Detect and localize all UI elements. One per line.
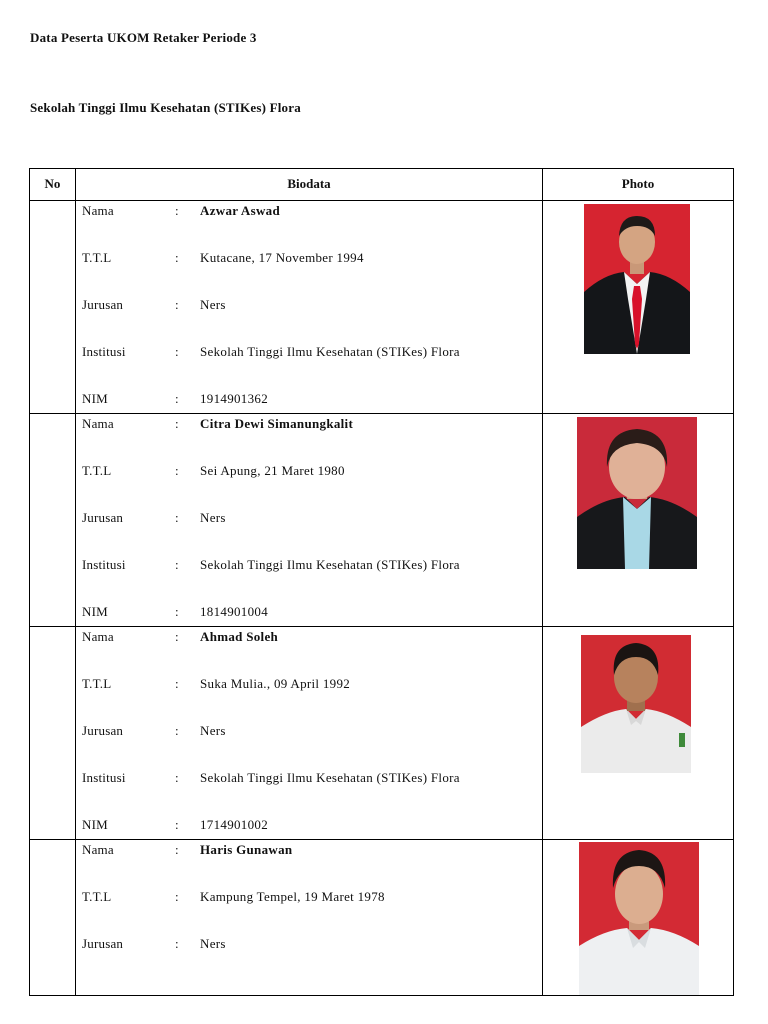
value-ttl: Sei Apung, 21 Maret 1980 (200, 463, 345, 478)
label-jurusan: Jurusan (82, 936, 124, 951)
colon: : (175, 557, 179, 572)
field-jurusan (82, 722, 532, 740)
field-ttl (82, 249, 532, 267)
value-ttl: Kampung Tempel, 19 Maret 1978 (200, 889, 385, 904)
value-nama: Ahmad Soleh (200, 629, 279, 644)
label-ttl: T.T.L (82, 889, 112, 904)
table-row (30, 201, 733, 414)
label-ttl: T.T.L (82, 250, 112, 265)
header-no: No (44, 176, 61, 191)
field-jurusan (82, 509, 532, 527)
colon: : (175, 463, 179, 478)
participant-photo (577, 417, 697, 569)
value-jurusan: Ners (200, 510, 226, 525)
label-nama: Nama (82, 416, 114, 431)
header-photo: Photo (621, 176, 655, 191)
table-header (30, 169, 733, 201)
table-row (30, 840, 733, 996)
colon: : (175, 416, 179, 431)
label-jurusan: Jurusan (82, 510, 124, 525)
value-ttl: Suka Mulia., 09 April 1992 (200, 676, 351, 691)
value-jurusan: Ners (200, 723, 226, 738)
value-nama: Citra Dewi Simanungkalit (200, 416, 354, 431)
label-institusi: Institusi (82, 557, 126, 572)
label-ttl: T.T.L (82, 676, 112, 691)
value-jurusan: Ners (200, 936, 226, 951)
label-nama: Nama (82, 203, 114, 218)
colon: : (175, 817, 179, 832)
label-nim: NIM (82, 817, 108, 832)
document-subtitle: Sekolah Tinggi Ilmu Kesehatan (STIKes) Flora (30, 100, 301, 115)
colon: : (175, 770, 179, 785)
value-jurusan: Ners (200, 297, 226, 312)
value-nama: Haris Gunawan (200, 842, 293, 857)
field-nim (82, 603, 532, 621)
label-institusi: Institusi (82, 770, 126, 785)
colon: : (175, 604, 179, 619)
label-nim: NIM (82, 604, 108, 619)
field-jurusan (82, 935, 532, 953)
field-ttl (82, 888, 532, 906)
label-nim: NIM (82, 391, 108, 406)
value-institusi: Sekolah Tinggi Ilmu Kesehatan (STIKes) Flora (200, 557, 460, 572)
field-jurusan (82, 296, 532, 314)
label-nama: Nama (82, 629, 114, 644)
value-nama: Azwar Aswad (200, 203, 280, 218)
value-institusi: Sekolah Tinggi Ilmu Kesehatan (STIKes) Flora (200, 770, 460, 785)
table-row (30, 627, 733, 840)
participant-table (29, 168, 734, 996)
label-institusi: Institusi (82, 344, 126, 359)
colon: : (175, 297, 179, 312)
colon: : (175, 936, 179, 951)
participant-photo (581, 635, 691, 773)
colon: : (175, 391, 179, 406)
field-nama (82, 415, 532, 433)
colon: : (175, 889, 179, 904)
field-institusi (82, 769, 532, 787)
colon: : (175, 203, 179, 218)
value-nim: 1714901002 (200, 817, 268, 832)
header-biodata: Biodata (287, 176, 331, 191)
value-nim: 1814901004 (200, 604, 268, 619)
field-nama (82, 628, 532, 646)
value-ttl: Kutacane, 17 November 1994 (200, 250, 364, 265)
colon: : (175, 510, 179, 525)
colon: : (175, 842, 179, 857)
label-jurusan: Jurusan (82, 297, 124, 312)
colon: : (175, 344, 179, 359)
participant-photo (584, 204, 690, 354)
value-institusi: Sekolah Tinggi Ilmu Kesehatan (STIKes) Flora (200, 344, 460, 359)
participant-photo (579, 842, 699, 995)
field-nim (82, 390, 532, 408)
colon: : (175, 676, 179, 691)
document-title: Data Peserta UKOM Retaker Periode 3 (30, 30, 257, 45)
label-nama: Nama (82, 842, 114, 857)
table-row (30, 414, 733, 627)
label-jurusan: Jurusan (82, 723, 124, 738)
field-institusi (82, 343, 532, 361)
field-ttl (82, 462, 532, 480)
colon: : (175, 723, 179, 738)
field-nama (82, 841, 532, 859)
field-ttl (82, 675, 532, 693)
field-nama (82, 202, 532, 220)
colon: : (175, 250, 179, 265)
colon: : (175, 629, 179, 644)
value-nim: 1914901362 (200, 391, 268, 406)
field-institusi (82, 556, 532, 574)
field-nim (82, 816, 532, 834)
label-ttl: T.T.L (82, 463, 112, 478)
